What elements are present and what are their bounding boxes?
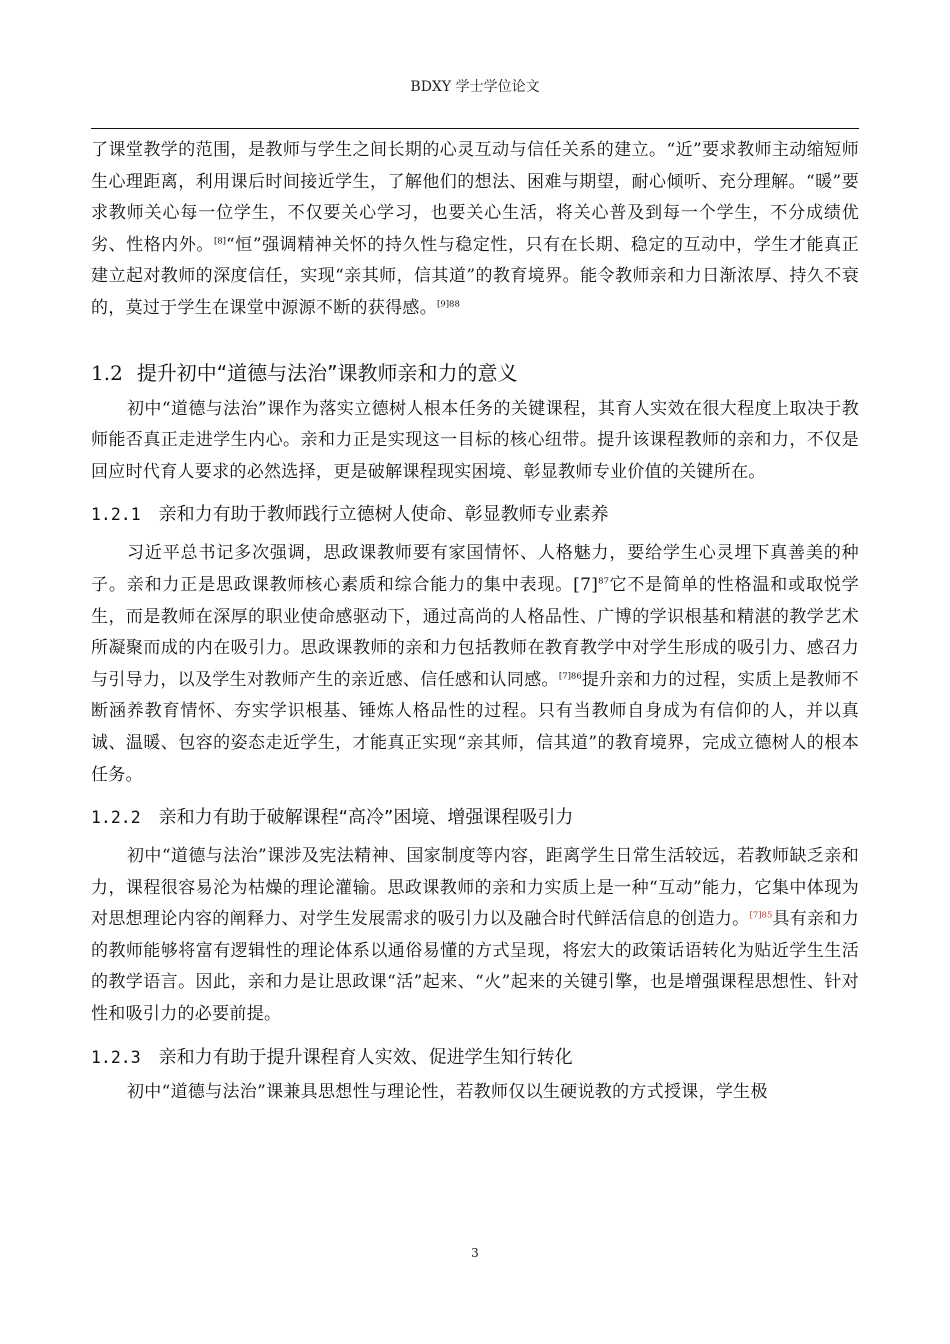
subsection-heading-2 (91, 805, 859, 831)
page-body (91, 135, 859, 1108)
subsection-number-3: 1.2.3 (91, 1047, 141, 1067)
sub1-text-b: 它不是简单的性格温和或取悦学生，而是教师在深厚的职业使命感驱动下，通过高尚的人格品性、广博的学识根基和精湛的教学艺术所凝聚而成的内在吸引力。思政课教师的亲和力包括教师在教育教学中对学生形成的吸引力、感召力与引导力，以及学生对教师产生的亲近感、信任感和认同感。 (91, 574, 859, 690)
citation-9: [9]88 (437, 299, 460, 310)
subsection-3-paragraph: 初中“道德与法治”课兼具思想性与理论性，若教师仅以生硬说教的方式授课，学生极 (127, 1081, 768, 1102)
intro-paragraph (91, 135, 859, 325)
subsection-2-paragraph (91, 841, 859, 1031)
subsection-number-2: 1.2.2 (91, 808, 141, 828)
citation-7-86: [7]86 (558, 671, 582, 682)
citation-8: [8] (213, 236, 226, 247)
subsection-title-2: 亲和力有助于破解课程“高冷”困境、增强课程吸引力 (158, 807, 574, 829)
subsection-1-paragraph (91, 538, 859, 791)
sub2-text-b: 具有亲和力的教师能够将富有逻辑性的理论体系以通俗易懂的方式呈现，将宏大的政策话语转化为贴近学生生活的教学语言。因此，亲和力是让思政课“活”起来、“火”起来的关键引擎，也是增强课程思想性、针对性和吸引力的必要前提。 (91, 909, 860, 1025)
citation-7-inline: [7] (573, 574, 599, 595)
intro-text-a: 了课堂教学的范围，是教师与学生之间长期的心灵互动与信任关系的建立。“近”要求教师主动缩短师生心理距离，利用课后时间接近学生，了解他们的想法、困难与期望，耐心倾听、充分理解。“暖”要求教师关心每一位学生，不仅要关心学习，也要关心生活，将关心普及到每一个学生，不分成绩优劣、性格内外。 (91, 140, 859, 255)
section-number: 1.2 (91, 360, 123, 385)
page-header: BDXY 学士学位论文 (410, 79, 540, 95)
sub1-text-a: 习近平总书记多次强调，思政课教师要有家国情怀、人格魅力，要给学生心灵埋下真善美的种子。亲和力正是思政课教师核心素质和综合能力的集中表现。 (91, 543, 859, 595)
section-intro-paragraph: 初中“道德与法治”课作为落实立德树人根本任务的关键课程，其育人实效在很大程度上取决于教师能否真正走进学生内心。亲和力正是实现这一目标的核心纽带。提升该课程教师的亲和力，不仅是回应时代育人要求的必然选择，更是破解课程现实困境、彰显教师专业价值的关键所在。 (91, 398, 859, 482)
subsection-number-1: 1.2.1 (91, 505, 141, 525)
subsection-heading-1 (91, 502, 859, 528)
section-title: 提升初中“道德与法治”课教师亲和力的意义 (136, 360, 518, 385)
sub1-text-c: 提升亲和力的过程，实质上是教师不断涵养教育情怀、夯实学识根基、锤炼人格品性的过程。只有当教师自身成为有信仰的人，并以真诚、温暖、包容的姿态走近学生，才能真正实现“亲其师，信其道”的教育境界，完成立德树人的根本任务。 (91, 669, 859, 785)
subsection-title-3: 亲和力有助于提升课程育人实效、促进学生知行转化 (158, 1046, 573, 1068)
sub2-text-a: 初中“道德与法治”课涉及宪法精神、国家制度等内容，距离学生日常生活较远，若教师缺乏亲和力，课程很容易沦为枯燥的理论灌输。思政课教师的亲和力实质上是一种“互动”能力，它集中体现为对思想理论内容的阐释力、对学生发展需求的吸引力以及融合时代鲜活信息的创造力。 (91, 846, 859, 930)
intro-text-b: “恒”强调精神关怀的持久性与稳定性，只有在长期、稳定的互动中，学生才能真正建立起对教师的深度信任，实现“亲其师，信其道”的教育境界。能令教师亲和力日渐浓厚、持久不衰的，莫过于学生在课堂中源源不断的获得感。 (91, 234, 859, 318)
subsection-title-1: 亲和力有助于教师践行立德树人使命、彰显教师专业素养 (158, 504, 609, 526)
citation-7-85: [7]85 (749, 910, 773, 921)
subsection-heading-3 (91, 1045, 859, 1071)
page-number: 3 (471, 1246, 479, 1260)
citation-7-page: 87 (598, 576, 609, 587)
header-rule (91, 128, 859, 129)
section-heading (91, 359, 859, 387)
